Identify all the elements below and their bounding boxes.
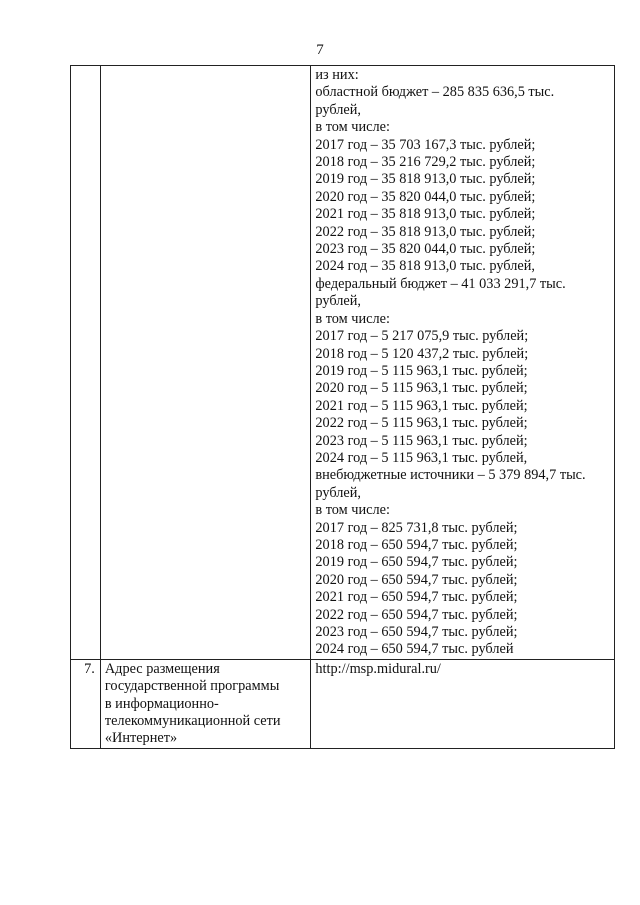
label-line: Адрес размещения bbox=[104, 660, 220, 677]
value-line: 2021 год – 5 115 963,1 тыс. рублей; bbox=[315, 397, 528, 414]
value-line: 2022 год – 35 818 913,0 тыс. рублей; bbox=[315, 223, 536, 240]
value-line: 2019 год – 5 115 963,1 тыс. рублей; bbox=[315, 362, 528, 379]
value-line: 2017 год – 35 703 167,3 тыс. рублей; bbox=[315, 136, 536, 153]
value-line: 2020 год – 5 115 963,1 тыс. рублей; bbox=[315, 380, 528, 397]
value-line: 2022 год – 650 594,7 тыс. рублей; bbox=[315, 606, 518, 623]
value-line: 2018 год – 35 216 729,2 тыс. рублей; bbox=[315, 154, 536, 171]
value-line: 2021 год – 650 594,7 тыс. рублей; bbox=[315, 589, 518, 606]
value-line: в том числе: bbox=[315, 119, 390, 136]
value-line: 2018 год – 650 594,7 тыс. рублей; bbox=[315, 536, 518, 553]
label-line: «Интернет» bbox=[104, 730, 178, 747]
value-line: 2019 год – 35 818 913,0 тыс. рублей; bbox=[315, 171, 536, 188]
value-line: 2017 год – 825 731,8 тыс. рублей; bbox=[315, 519, 518, 536]
row-value bbox=[311, 66, 615, 660]
row-number: 7. bbox=[71, 659, 101, 748]
value-line: 2020 год – 35 820 044,0 тыс. рублей; bbox=[315, 188, 536, 205]
value-line: 2019 год – 650 594,7 тыс. рублей; bbox=[315, 554, 518, 571]
value-line: внебюджетные источники – 5 379 894,7 тыс. bbox=[315, 467, 586, 484]
value-line: 2024 год – 650 594,7 тыс. рублей bbox=[315, 641, 514, 658]
value-line: в том числе: bbox=[315, 310, 390, 327]
value-line: 2023 год – 650 594,7 тыс. рублей; bbox=[315, 624, 518, 640]
value-line: 2017 год – 5 217 075,9 тыс. рублей; bbox=[315, 328, 529, 345]
value-line: из них: bbox=[315, 67, 359, 83]
label-line: телекоммуникационной сети bbox=[104, 713, 281, 730]
label-line: в информационно- bbox=[104, 695, 219, 712]
value-line: рублей, bbox=[315, 293, 361, 310]
value-line: рублей, bbox=[315, 484, 361, 501]
value-line: 2024 год – 5 115 963,1 тыс. рублей, bbox=[315, 449, 528, 466]
value-line: 2018 год – 5 120 437,2 тыс. рублей; bbox=[315, 345, 529, 362]
value-line: 2023 год – 35 820 044,0 тыс. рублей; bbox=[315, 241, 536, 258]
value-line: областной бюджет – 285 835 636,5 тыс. bbox=[315, 84, 555, 101]
row-label bbox=[100, 66, 311, 660]
row-value bbox=[311, 659, 615, 748]
value-line: федеральный бюджет – 41 033 291,7 тыс. bbox=[315, 275, 566, 292]
value-line: http://msp.midural.ru/ bbox=[315, 660, 441, 677]
page-number: 7 bbox=[316, 42, 324, 58]
value-line: 2020 год – 650 594,7 тыс. рублей; bbox=[315, 571, 518, 588]
value-line: рублей, bbox=[315, 101, 361, 118]
row-label bbox=[100, 659, 311, 748]
table-body bbox=[71, 66, 615, 749]
row-number bbox=[71, 66, 101, 660]
value-line: в том числе: bbox=[315, 502, 390, 519]
value-line: 2024 год – 35 818 913,0 тыс. рублей, bbox=[315, 258, 535, 275]
program-passport-table bbox=[70, 65, 615, 749]
table-row bbox=[71, 659, 615, 748]
label-line: государственной программы bbox=[104, 678, 280, 695]
value-line: 2023 год – 5 115 963,1 тыс. рублей; bbox=[315, 432, 528, 449]
value-line: 2022 год – 5 115 963,1 тыс. рублей; bbox=[315, 415, 528, 432]
table-row bbox=[71, 66, 615, 660]
value-line: 2021 год – 35 818 913,0 тыс. рублей; bbox=[315, 206, 536, 223]
